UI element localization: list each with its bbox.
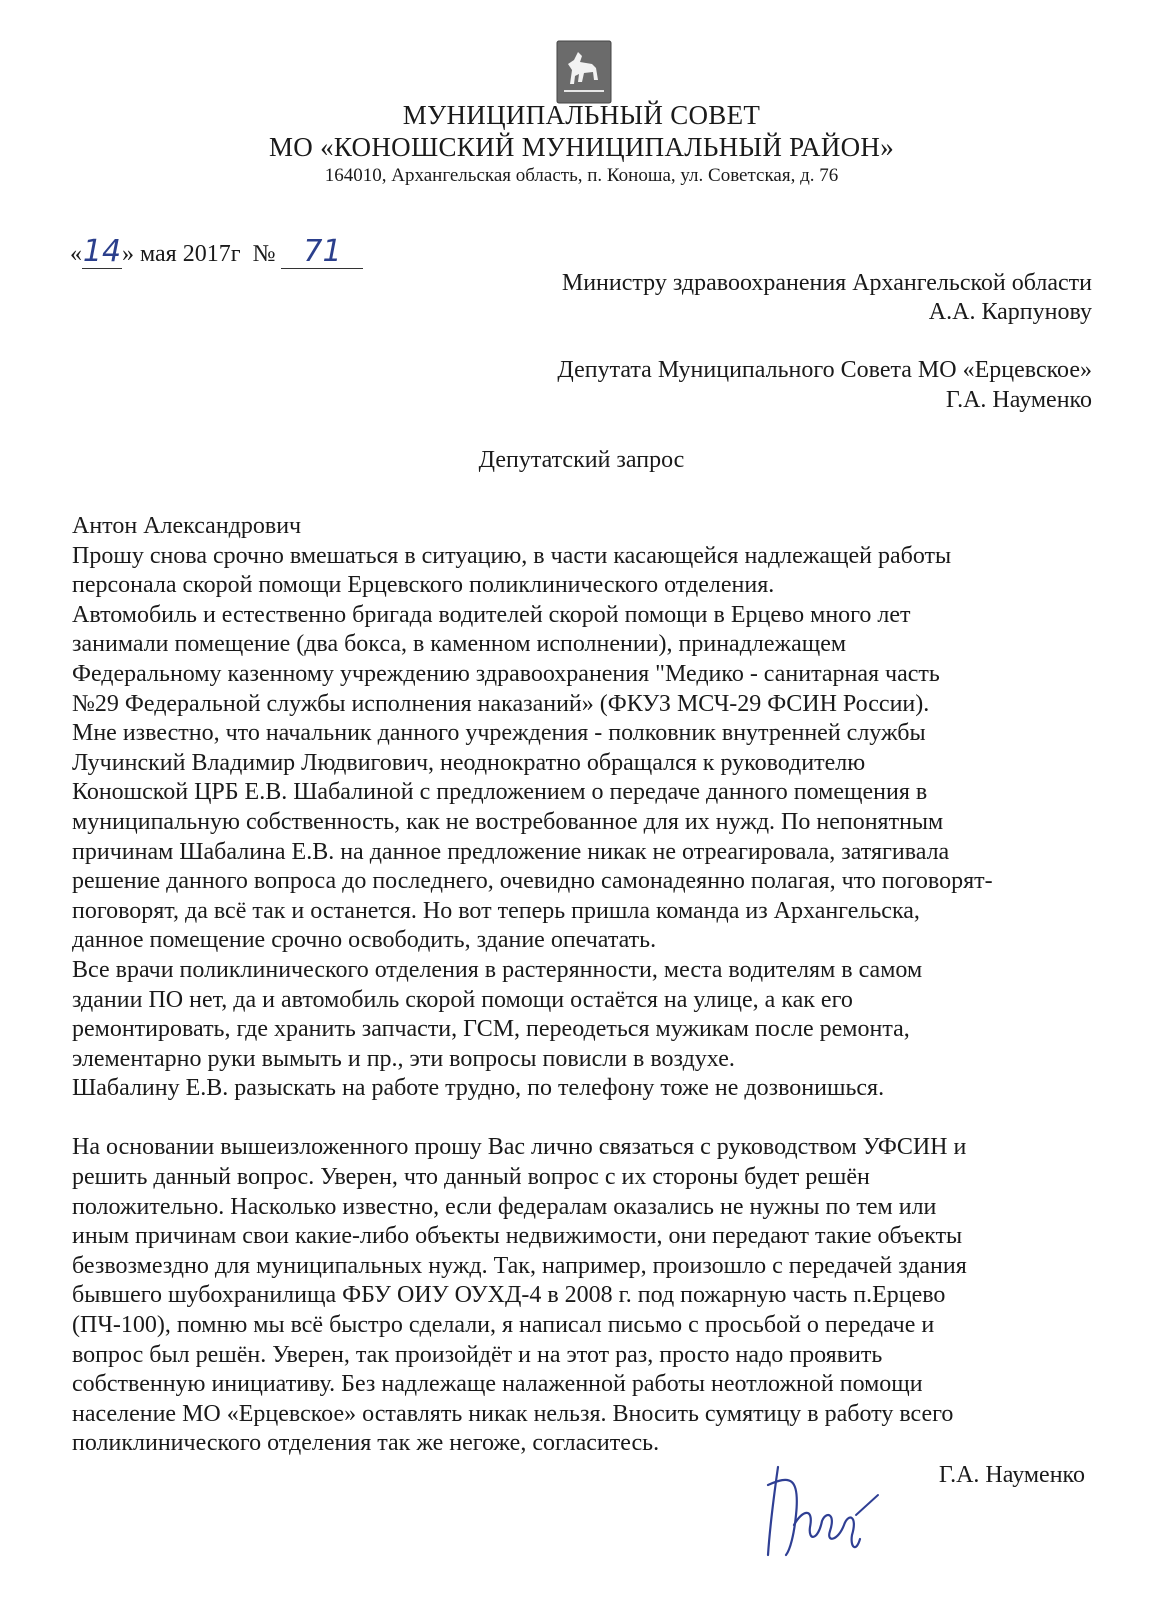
body-line: занимали помещение (два бокса, в каменном исполнении), принадлежащем <box>72 631 847 658</box>
date-month-year: » мая 2017г <box>122 241 241 267</box>
body-line: бывшего шубохранилища ФБУ ОИУ ОУХД-4 в 2008 г. под пожарную часть п.Ерцево <box>72 1282 946 1309</box>
org-title-line2: МО «КОНОШСКИЙ МУНИЦИПАЛЬНЫЙ РАЙОН» <box>268 132 895 162</box>
body-line: поговорят, да всё так и останется. Но вот теперь пришла команда из Архангельска, <box>72 897 920 924</box>
handwritten-signature <box>760 1455 880 1565</box>
handwritten-day: 14 <box>82 234 122 269</box>
org-title-line1: МУНИЦИПАЛЬНЫЙ СОВЕТ <box>402 100 761 130</box>
date-number-line <box>70 234 363 269</box>
body-line: вопрос был решён. Уверен, так произойдёт и на этот раз, просто надо проявить <box>72 1341 883 1368</box>
body-line: Шабалину Е.В. разыскать на работе трудно, по телефону тоже не дозвонишься. <box>72 1075 885 1102</box>
body-line: Мне известно, что начальник данного учреждения - полковник внутренней службы <box>72 720 926 747</box>
horse-emblem-icon <box>556 40 612 104</box>
body-line: решение данного вопроса до последнего, очевидно самонадеянно полагая, что поговорят- <box>72 868 993 895</box>
body-line: причинам Шабалина Е.В. на данное предложение никак не отреагировала, затягивала <box>72 838 950 865</box>
date-day-underline <box>82 234 122 269</box>
sender-position: Депутата Муниципального Совета МО «Ерцевское» <box>557 357 1092 383</box>
body-line: №29 Федеральной службы исполнения наказаний» (ФКУЗ МСЧ-29 ФСИН России). <box>72 690 930 717</box>
body-line: ремонтировать, где хранить запчасти, ГСМ, переодеться мужикам после ремонта, <box>72 1016 910 1043</box>
document-title: Депутатский запрос <box>478 447 685 473</box>
body-line: персонала скорой помощи Ерцевского поликлинического отделения. <box>72 572 775 599</box>
doc-number-underline <box>281 234 363 269</box>
body-line: (ПЧ-100), помню мы всё быстро сделали, я написал письмо с просьбой о передаче и <box>72 1312 935 1339</box>
handwritten-number: 71 <box>303 234 342 269</box>
body-line: Коношской ЦРБ Е.В. Шабалиной с предложением о передаче данного помещения в <box>72 779 928 806</box>
body-line: Лучинский Владимир Людвигович, неоднократно обращался к руководителю <box>72 749 866 776</box>
signature-name: Г.А. Науменко <box>938 1462 1085 1488</box>
body-line: муниципальную собственность, как не востребованное для их нужд. По непонятным <box>72 808 944 835</box>
body-line: Все врачи поликлинического отделения в растерянности, места водителям в самом <box>72 956 923 983</box>
body-line: Прошу снова срочно вмешаться в ситуацию, в части касающейся надлежащей работы <box>72 542 952 569</box>
addressee-name: А.А. Карпунову <box>928 299 1092 325</box>
body-line: Автомобиль и естественно бригада водителей скорой помощи в Ерцево много лет <box>72 601 911 628</box>
body-line: безвозмездно для муниципальных нужд. Так, например, произошло с передачей здания <box>72 1252 967 1279</box>
paragraph-gap <box>72 1104 1102 1134</box>
body-line: поликлинического отделения так же негоже, согласитесь. <box>72 1430 660 1457</box>
body-line: решить данный вопрос. Уверен, что данный вопрос с их стороны будет решён <box>72 1164 870 1191</box>
addressee-position: Министру здравоохранения Архангельской области <box>561 270 1092 296</box>
body-line: данное помещение срочно освободить, здание опечатать. <box>72 927 657 954</box>
body-line: иным причинам свои какие-либо объекты недвижимости, они передают такие объекты <box>72 1223 963 1250</box>
body-line: Антон Александрович <box>72 513 302 539</box>
body-line: население МО «Ерцевское» оставлять никак нельзя. Вносить сумятицу в работу всего <box>72 1400 954 1427</box>
letter-body <box>72 512 1102 1459</box>
body-line: здании ПО нет, да и автомобиль скорой помощи остаётся на улице, а как его <box>72 986 853 1013</box>
number-sign: № <box>252 241 276 267</box>
sender-name: Г.А. Науменко <box>945 387 1092 413</box>
org-address: 164010, Архангельская область, п. Коноша, ул. Советская, д. 76 <box>324 165 839 186</box>
body-line: На основании вышеизложенного прошу Вас лично связаться с руководством УФСИН и <box>72 1134 967 1161</box>
body-line: элементарно руки вымыть и пр., эти вопросы повисли в воздухе. <box>72 1045 735 1072</box>
body-line: положительно. Насколько известно, если федералам оказались не нужны по тем или <box>72 1193 937 1220</box>
body-line: Федеральному казенному учреждению здравоохранения "Медико - санитарная часть <box>72 660 940 687</box>
body-line: собственную инициативу. Без надлежаще налаженной работы неотложной помощи <box>72 1371 923 1398</box>
quote-open: « <box>70 241 82 267</box>
